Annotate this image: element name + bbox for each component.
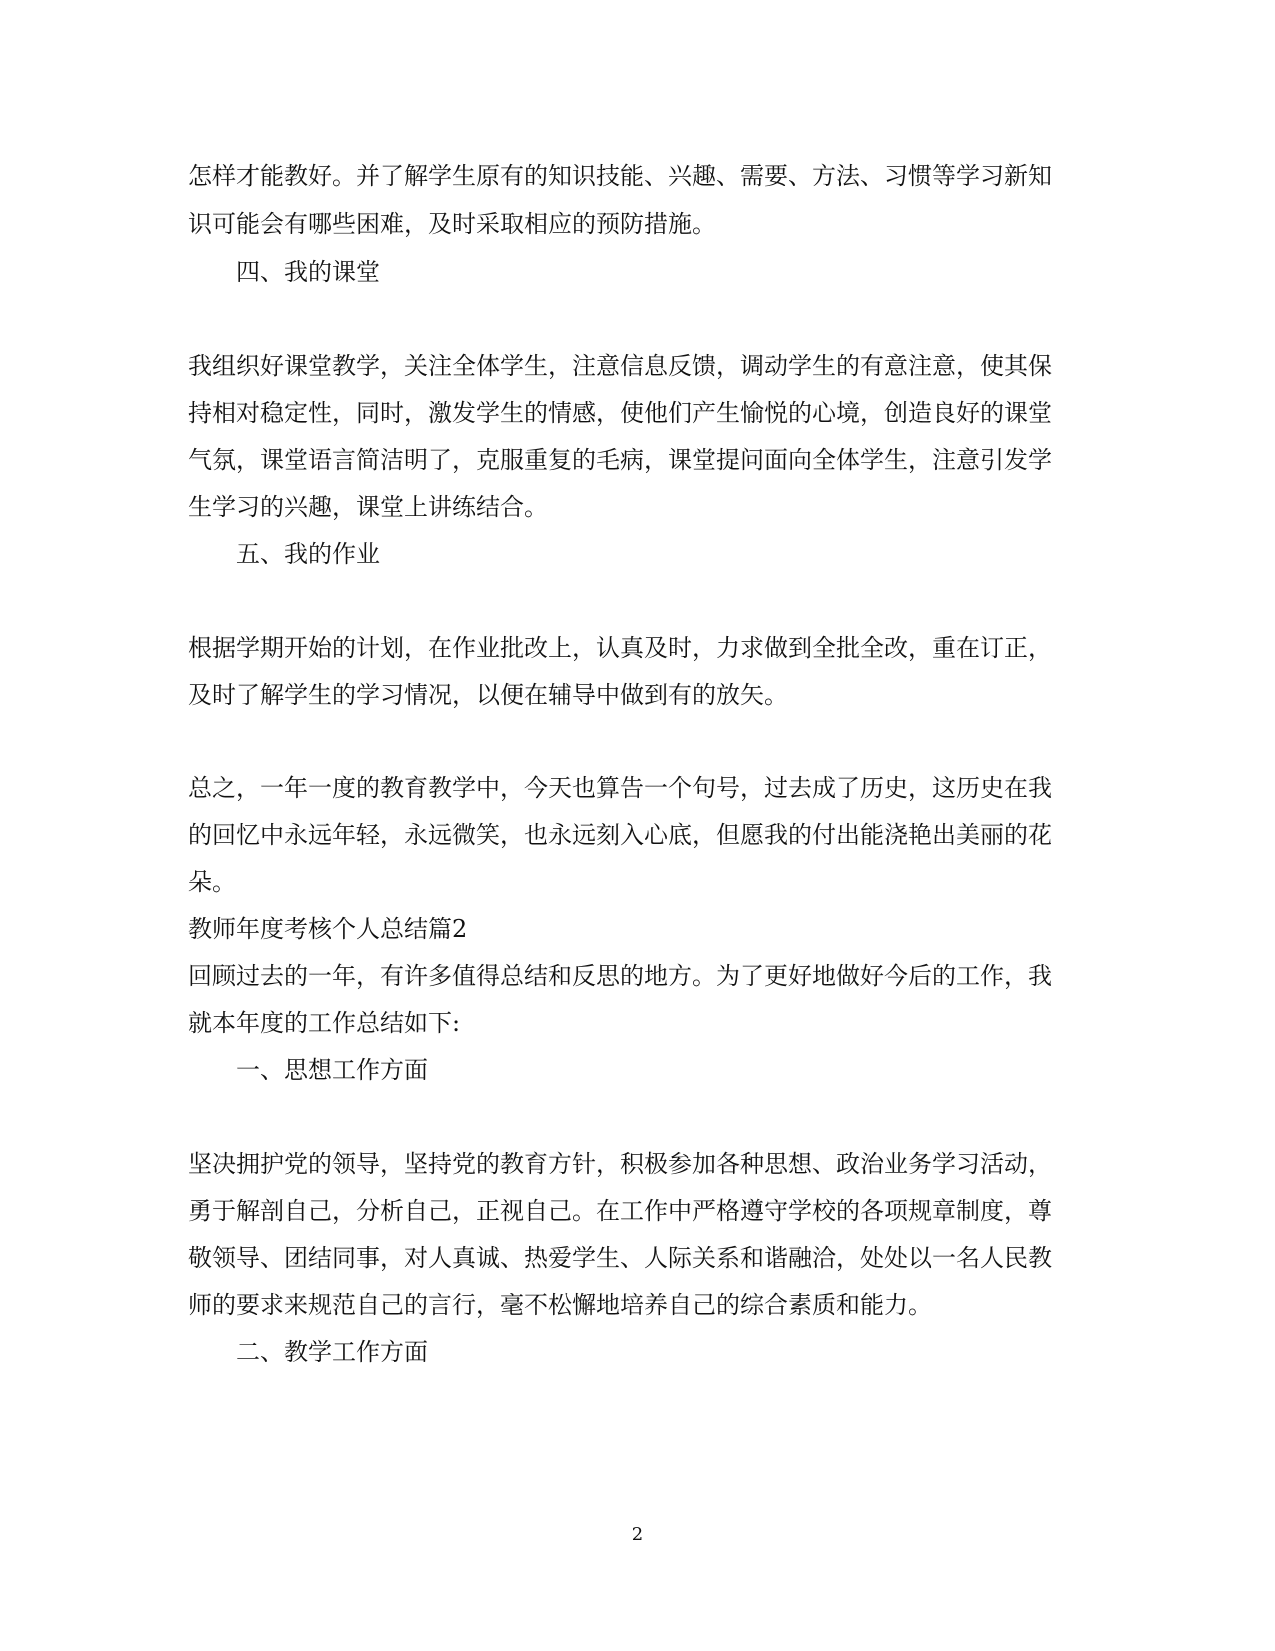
body-text-line: 怎样才能教好。并了解学生原有的知识技能、兴趣、需要、方法、习惯等学习新知 xyxy=(188,162,1052,190)
section-heading: 一、思想工作方面 xyxy=(236,1056,428,1084)
body-text-line: 根据学期开始的计划，在作业批改上，认真及时，力求做到全批全改，重在订正， xyxy=(188,634,1052,662)
body-text-line: 敬领导、团结同事，对人真诚、热爱学生、人际关系和谐融洽，处处以一名人民教 xyxy=(188,1244,1052,1272)
page-number: 2 xyxy=(631,1524,644,1545)
body-text-line: 就本年度的工作总结如下: xyxy=(188,1009,461,1037)
body-text-line: 坚决拥护党的领导，坚持党的教育方针，积极参加各种思想、政治业务学习活动， xyxy=(188,1150,1052,1178)
body-text-line: 生学习的兴趣，课堂上讲练结合。 xyxy=(188,493,548,521)
article-title: 教师年度考核个人总结篇2 xyxy=(188,915,468,943)
body-text-line: 持相对稳定性，同时，激发学生的情感，使他们产生愉悦的心境，创造良好的课堂 xyxy=(188,399,1052,427)
body-text-line: 回顾过去的一年，有许多值得总结和反思的地方。为了更好地做好今后的工作，我 xyxy=(188,962,1052,990)
body-text-line: 师的要求来规范自己的言行，毫不松懈地培养自己的综合素质和能力。 xyxy=(188,1291,932,1319)
body-text-line: 朵。 xyxy=(188,868,236,896)
body-text-line: 我组织好课堂教学，关注全体学生，注意信息反馈，调动学生的有意注意，使其保 xyxy=(188,352,1052,380)
section-heading: 四、我的课堂 xyxy=(236,258,380,286)
section-heading: 五、我的作业 xyxy=(236,540,380,568)
body-text-line: 的回忆中永远年轻，永远微笑，也永远刻入心底，但愿我的付出能浇艳出美丽的花 xyxy=(188,821,1052,849)
body-text-line: 总之，一年一度的教育教学中，今天也算告一个句号，过去成了历史，这历史在我 xyxy=(188,774,1052,802)
body-text-line: 及时了解学生的学习情况，以便在辅导中做到有的放矢。 xyxy=(188,681,788,709)
body-text-line: 识可能会有哪些困难，及时采取相应的预防措施。 xyxy=(188,210,716,238)
body-text-line: 气氛，课堂语言简洁明了，克服重复的毛病，课堂提问面向全体学生，注意引发学 xyxy=(188,446,1052,474)
section-heading: 二、教学工作方面 xyxy=(236,1338,428,1366)
body-text-line: 勇于解剖自己，分析自己，正视自己。在工作中严格遵守学校的各项规章制度，尊 xyxy=(188,1197,1052,1225)
